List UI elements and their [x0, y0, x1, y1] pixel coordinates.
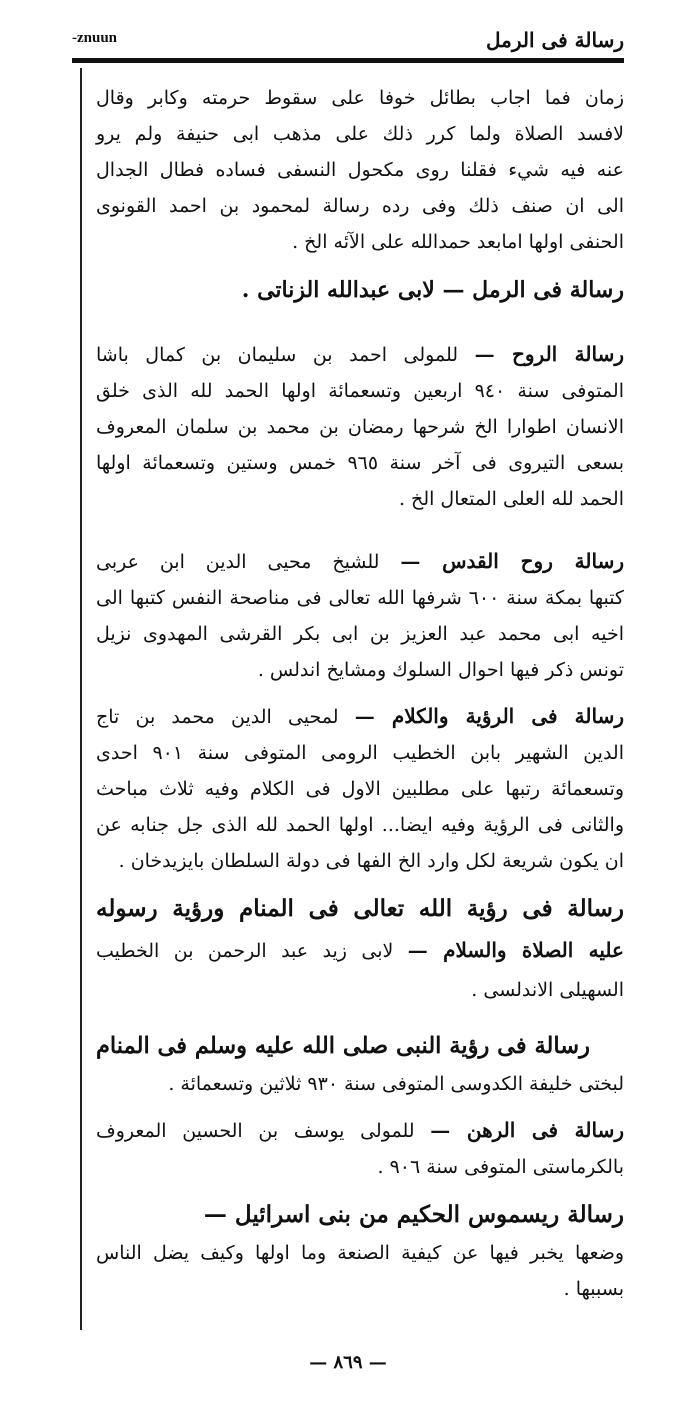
entry-ruya-kalam: [96, 698, 624, 879]
text-line: الحنفى اولها امابعد حمدالله على الآئه الخ .: [292, 231, 624, 253]
entry-ruya-allah: [96, 889, 624, 1008]
entry-ruya-nabi: [96, 1026, 624, 1102]
entry-title: عليه الصلاة والسلام —: [407, 938, 624, 962]
entry-first-line: [96, 336, 624, 373]
text-line: الى ان صنف ذلك وفى رده رسالة لمحمود بن احمد القونوى: [96, 195, 624, 217]
entry-first-text: لابى زيد عبد الرحمن بن الخطيب: [96, 940, 394, 962]
text-line: الانسان اطوارا الخ شرحها رمضان بن محمد بن سلمان المعروف: [96, 416, 624, 438]
running-title: رسالة فى الرمل: [485, 28, 624, 52]
text-line: وتسعمائة رتبها على مطلبين الاول فى الكلام وفيه ثلاث مباحث: [96, 778, 624, 800]
entry-ruh: [96, 336, 624, 517]
entry-heading: رسالة فى رؤية النبى صلى الله عليه وسلم فى المنام: [96, 1033, 590, 1059]
text-line: تونس ذكر فيها احوال السلوك ومشايخ اندلس .: [257, 659, 624, 681]
entry-quds: [96, 543, 624, 688]
text-line: بالكرماستى المتوفى سنة ٩٠٦ .: [377, 1156, 624, 1178]
continued-entry: [96, 80, 624, 260]
page-body: [96, 80, 624, 1307]
text-line: وضعها يخبر فيها عن كيفية الصنعة وما اولها وكيف يضل الناس: [96, 1242, 625, 1264]
text-line: زمان فما اجاب بطائل خوفا على سقوط حرمته وكابر وقال: [96, 87, 624, 109]
text-line: اخيه ابى محمد عبد العزيز بن ابى بكر القرشى المهدوى نزيل: [96, 623, 624, 645]
text-line: عنه فيه شيء فقلنا روى مكحول النسفى فساده فطال الجدال: [96, 159, 624, 181]
running-header: [72, 22, 624, 60]
entry-raml: [96, 270, 624, 310]
text-line: والثانى فى الرؤية وفيه ايضا... اولها الحمد لله الذى جل جنابه عن: [96, 814, 624, 836]
text-line: لافسد الصلاة ولما كرر ذلك على مذهب ابى حنيفة ولم يرو: [96, 123, 624, 145]
entry-first-text: للشيخ محيى الدين ابن عربى: [96, 551, 380, 573]
text-line: بسعى التيروى فى آخر سنة ٩٦٥ خمس وستين وتسعمائة اولها: [96, 452, 624, 474]
entry-first-text: لمحيى الدين محمد بن تاج: [96, 706, 339, 728]
entry-title: رسالة الروح —: [474, 342, 624, 366]
entry-title: رسالة روح القدس —: [400, 549, 625, 573]
text-line: كتبها بمكة سنة ٦٠٠ شرفها الله تعالى فى مناصحة النفس كتبها الى: [96, 587, 624, 609]
entry-first-line: [96, 1112, 624, 1149]
entry-rahn: [96, 1112, 624, 1185]
text-line: السهيلى الاندلسى .: [471, 979, 624, 1001]
entry-first-line: [96, 543, 624, 580]
text-line: لبختى خليفة الكدوسى المتوفى سنة ٩٣٠ ثلاثين وتسعمائة .: [168, 1073, 624, 1095]
entry-first-line: [96, 698, 624, 735]
text-line: الحمد لله العلى المتعال الخ .: [398, 488, 624, 510]
entry-first-text: للمولى يوسف بن الحسين المعروف: [96, 1120, 415, 1142]
text-line: المتوفى سنة ٩٤٠ اربعين وتسعمائة اولها الحمد لله الذى خلق: [96, 380, 624, 402]
entry-rismus: [96, 1195, 624, 1307]
entry-heading: رسالة فى الرمل — لابى عبدالله الزناتى .: [241, 277, 624, 303]
page-number: — ٨٦٩ —: [309, 1352, 387, 1373]
entry-heading: رسالة فى رؤية الله تعالى فى المنام ورؤية رسوله: [96, 895, 624, 922]
entry-title: رسالة فى الرهن —: [430, 1118, 624, 1142]
text-line: الدين الشهير بابن الخطيب الرومى المتوفى سنة ٩٠١ احدى: [96, 742, 624, 764]
text-line: ان يكون شريعة لكل وارد الخ الفها فى دولة السلطان بايزيدخان .: [118, 850, 624, 872]
entry-title: رسالة فى الرؤية والكلام —: [354, 704, 624, 728]
header-rule: [72, 58, 624, 63]
margin-line: [80, 68, 82, 1330]
header-code: -znuun: [72, 30, 118, 46]
entry-heading: رسالة ريسموس الحكيم من بنى اسرائيل —: [203, 1201, 624, 1228]
text-line: بسببها .: [563, 1278, 624, 1300]
entry-first-line: [96, 929, 624, 972]
entry-first-text: للمولى احمد بن سليمان بن كمال باشا: [96, 344, 459, 366]
